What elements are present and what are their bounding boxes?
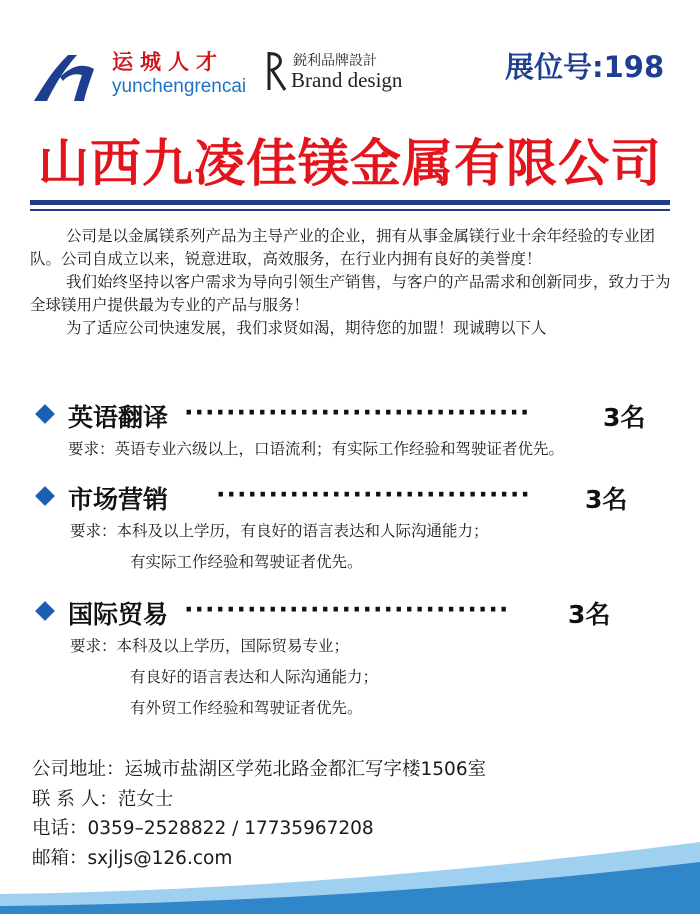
company-intro — [30, 225, 672, 340]
job-title: 市场营销 — [68, 485, 169, 514]
diamond-bullet-icon — [35, 601, 55, 621]
design-name-en: Brand design — [291, 68, 403, 92]
job-count: 3名 — [568, 600, 611, 629]
job-listing — [38, 398, 678, 465]
job-title-row — [38, 398, 678, 434]
brand-name-cn: 运城人才 — [112, 50, 224, 74]
job-requirement: 有外贸工作经验和驾驶证者优先。 — [130, 699, 363, 717]
brand-name-en: yunchengrencai — [112, 76, 247, 97]
company-title: 山西九凌佳镁金属有限公司 — [37, 135, 662, 194]
divider-thin — [30, 209, 670, 211]
job-title: 国际贸易 — [68, 600, 169, 629]
yunchengrencai-logo-icon — [30, 45, 102, 105]
job-dot-leader: ································· — [184, 398, 531, 427]
job-requirement: 有实际工作经验和驾驶证者优先。 — [130, 553, 363, 571]
divider-thick — [30, 200, 670, 205]
job-dot-leader: ······························ — [216, 480, 531, 509]
header — [0, 0, 700, 110]
diamond-bullet-icon — [35, 404, 55, 424]
job-listing — [38, 595, 678, 724]
job-dot-leader: ······························· — [184, 595, 510, 624]
company-address: 公司地址：运城市盐湖区学苑北路金都汇写字楼1506室 — [32, 759, 487, 780]
bottom-wave-decoration — [0, 834, 700, 914]
contact-person: 联 系 人：范女士 — [32, 788, 174, 810]
intro-paragraph: 我们始终坚持以客户需求为导向引领生产销售，与客户的产品需求和创新同步，致力于为全球镁用户提供最为专业的产品与服务！ — [30, 273, 671, 314]
contact-email: 邮箱：sxjljs@126.com — [32, 847, 233, 869]
brand-design-logo-icon — [266, 48, 288, 94]
design-name-cn: 鋭利品牌設計 — [293, 53, 377, 69]
intro-paragraph: 公司是以金属镁系列产品为主导产业的企业，拥有从事金属镁行业十余年经验的专业团队。公司自成立以来，锐意进取，高效服务，在行业内拥有良好的美誉度！ — [30, 227, 656, 268]
intro-paragraph: 为了适应公司快速发展，我们求贤如渴，期待您的加盟！现诚聘以下人 — [66, 319, 547, 337]
job-requirement: 要求：本科及以上学历，国际贸易专业； — [70, 637, 350, 655]
job-requirement: 要求：英语专业六级以上，口语流利；有实际工作经验和驾驶证者优先。 — [68, 440, 565, 458]
job-requirement: 有良好的语言表达和人际沟通能力； — [130, 668, 379, 686]
job-count: 3名 — [585, 485, 628, 514]
job-count: 3名 — [603, 403, 646, 432]
job-title-row — [38, 595, 678, 631]
job-title-row — [38, 480, 678, 516]
diamond-bullet-icon — [35, 486, 55, 506]
job-listing — [38, 480, 678, 578]
contact-phone: 电话：0359–2528822 / 17735967208 — [32, 818, 374, 839]
booth-number: 展位号:198 — [505, 50, 665, 84]
job-requirement: 要求：本科及以上学历，有良好的语言表达和人际沟通能力； — [70, 522, 489, 540]
job-title: 英语翻译 — [68, 403, 169, 432]
